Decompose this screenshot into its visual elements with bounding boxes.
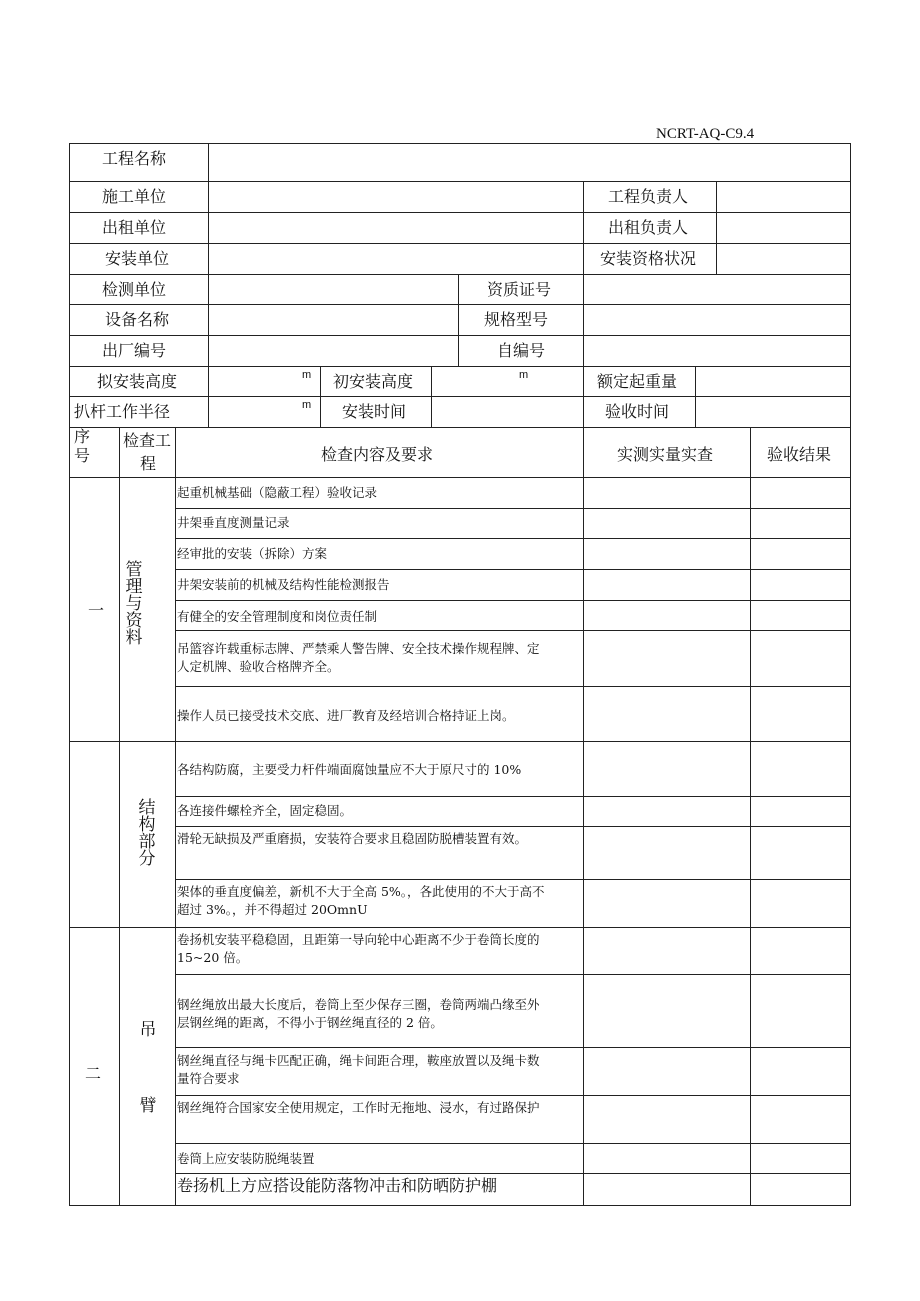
item-header-line2: 程	[140, 454, 157, 473]
check-item: 滑轮无缺损及严重磨损，安装符合要求且稳固防脱槽装置有效。	[177, 831, 528, 846]
check-item: 井架垂直度测量记录	[177, 515, 290, 530]
factory-number-value[interactable]	[209, 336, 458, 366]
project-leader-label: 工程负责人	[608, 187, 689, 206]
install-time-label: 安装时间	[342, 402, 407, 421]
project-leader-value[interactable]	[717, 182, 850, 212]
seq-header-line1: 序	[74, 427, 91, 446]
acceptance-time-value[interactable]	[696, 397, 850, 427]
measured-header: 实测实量实查	[617, 445, 714, 464]
document-code: NCRT-AQ-C9.4	[656, 126, 755, 142]
check-item: 钢丝绳直径与绳卡匹配正确，绳卡间距合理，鞍座放置以及绳卡数 量符合要求	[177, 1053, 540, 1086]
check-item: 各连接件螺栓齐全，固定稳固。	[177, 803, 353, 818]
initial-height-label: 初安装高度	[333, 372, 414, 391]
equipment-name-label: 设备名称	[105, 310, 170, 329]
check-item: 卷筒上应安装防脱绳装置	[177, 1151, 315, 1166]
check-item: 架体的垂直度偏差，新机不大于全高 5%。，各此使用的不大于高不 超过 3%。，并不得超过 20OmnU	[177, 884, 545, 917]
self-number-label: 自编号	[497, 341, 546, 360]
acceptance-time-label: 验收时间	[605, 402, 670, 421]
rated-load-value[interactable]	[696, 367, 850, 396]
install-unit-value[interactable]	[209, 244, 583, 274]
initial-height-unit: m	[519, 369, 529, 381]
spec-model-label: 规格型号	[484, 310, 549, 329]
rental-unit-value[interactable]	[209, 213, 583, 243]
seq-header-line2: 号	[74, 446, 91, 465]
inspection-unit-value[interactable]	[209, 275, 458, 304]
initial-height-value[interactable]	[432, 367, 583, 396]
section-1-name: 管 理 与 资 料	[125, 560, 143, 648]
item-header-line1: 检查工	[123, 431, 172, 450]
qualification-cert-value[interactable]	[584, 275, 850, 304]
check-item: 各结构防腐，主要受力杆件端面腐蚀量应不大于原尺寸的 10%	[177, 762, 522, 777]
rental-unit-label: 出租单位	[102, 218, 167, 237]
check-item: 卷扬机安装平稳稳固，且距第一导向轮中心距离不少于卷筒长度的 15~20 倍。	[177, 932, 540, 965]
check-item: 卷扬机上方应搭设能防落物冲击和防晒防护棚	[177, 1176, 498, 1195]
check-item: 吊篮容许载重标志牌、严禁乘人警告牌、安全技术操作规程牌、定 人定机牌、验收合格牌齐全。	[177, 641, 540, 674]
check-item: 钢丝绳放出最大长度后，卷筒上至少保存三圈，卷筒两端凸缘至外 层钢丝绳的距离，不得小于钢丝绳直径的 2 倍。	[177, 997, 540, 1030]
self-number-value[interactable]	[584, 336, 850, 366]
check-item: 起重机械基础（隐蔽工程）验收记录	[177, 485, 378, 500]
project-name-label: 工程名称	[102, 149, 167, 168]
section-3-name-char-1: 吊	[139, 1020, 157, 1040]
check-item: 经审批的安装（拆除）方案	[177, 546, 328, 561]
planned-height-label: 拟安装高度	[97, 372, 178, 391]
planned-height-unit: m	[302, 369, 312, 381]
rental-leader-label: 出租负责人	[608, 218, 689, 237]
check-item: 钢丝绳符合国家安全使用规定，工作时无拖地、浸水，有过路保护	[177, 1100, 540, 1115]
equipment-name-value[interactable]	[209, 305, 458, 335]
content-header: 检查内容及要求	[321, 445, 434, 464]
boom-radius-label: 扒杆工作半径	[74, 402, 171, 421]
spec-model-value[interactable]	[584, 305, 850, 335]
section-3-name-char-2: 臂	[139, 1096, 157, 1116]
construction-unit-value[interactable]	[209, 182, 583, 212]
install-qualification-value[interactable]	[717, 244, 850, 274]
section-1-number: 一	[88, 601, 105, 620]
project-name-value[interactable]	[209, 144, 850, 181]
check-item: 有健全的安全管理制度和岗位责任制	[177, 609, 378, 624]
inspection-unit-label: 检测单位	[102, 280, 167, 299]
install-unit-label: 安装单位	[105, 249, 170, 268]
rated-load-label: 额定起重量	[597, 372, 678, 391]
result-header: 验收结果	[767, 445, 832, 464]
factory-number-label: 出厂编号	[102, 341, 167, 360]
section-3-number: 二	[85, 1064, 102, 1083]
install-time-value[interactable]	[432, 397, 583, 427]
install-qualification-label: 安装资格状况	[600, 249, 697, 268]
section-2-name: 结 构 部 分	[138, 798, 156, 869]
construction-unit-label: 施工单位	[102, 187, 167, 206]
qualification-cert-label: 资质证号	[487, 280, 552, 299]
check-item: 操作人员已接受技术交底、进厂教育及经培训合格持证上岗。	[177, 708, 515, 723]
rental-leader-value[interactable]	[717, 213, 850, 243]
check-item: 井架安装前的机械及结构性能检测报告	[177, 577, 390, 592]
boom-radius-unit: m	[302, 399, 312, 411]
